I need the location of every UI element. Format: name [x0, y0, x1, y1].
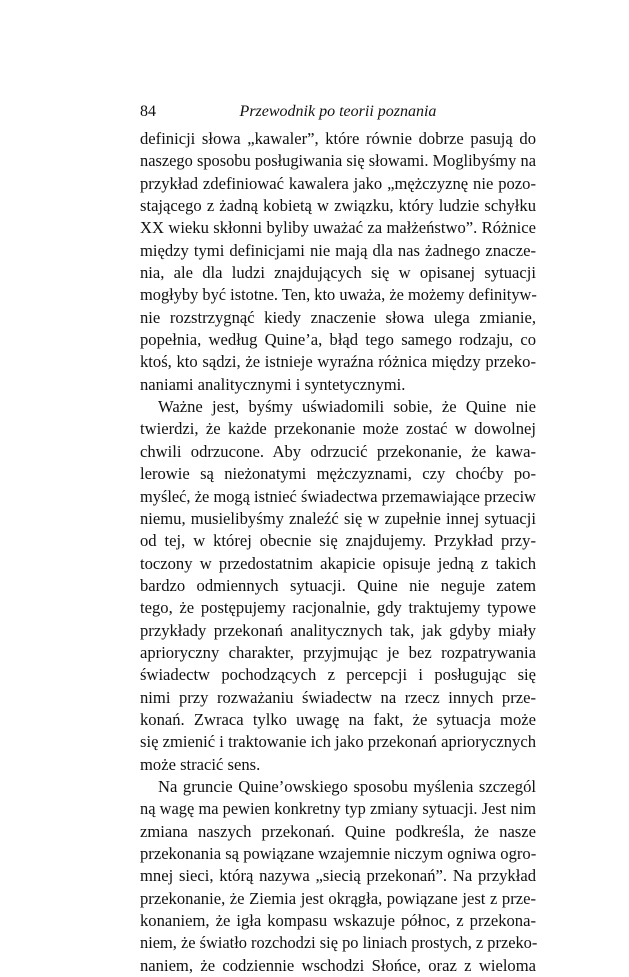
text-line: przekonania są powiązane wzajemnie niczym ogniwa ogro- [140, 844, 537, 863]
running-title: Przewodnik po teorii poznania [239, 103, 437, 120]
text-line: niem, że światło rozchodzi się po liniach prostych, z przeko- [140, 933, 538, 953]
text-line: przykład zdefiniować kawalera jako „mężczyznę nie pozo- [140, 173, 536, 193]
text-line: niemu, musielibyśmy znaleźć się w zupełnie innej sytuacji [140, 508, 536, 528]
text-line: Ważne jest, byśmy uświadomili sobie, że Quine nie [158, 397, 536, 417]
text-line: toczony w przedostatnim akapicie opisuje jedną z takich [140, 553, 536, 573]
text-line: XX wieku skłonni byliby uważać za małżeństwo”. Różnice [140, 218, 536, 238]
text-line: konaniem, że igła kompasu wskazuje północ, z przekona- [140, 911, 536, 931]
text-line: nie rozstrzygnąć kiedy znaczenie słowa ulega zmianie, [140, 307, 536, 327]
body-text [140, 128, 536, 977]
text-line: naniami analitycznymi i syntetycznymi. [140, 374, 406, 394]
text-line: lerowie są nieżonatymi mężczyznami, czy choćby po- [140, 464, 536, 484]
text-line: od tej, w której obecnie się znajdujemy. Przykład przy- [140, 531, 536, 551]
text-line: mogłyby być istotne. Ten, kto uważa, że możemy definityw- [140, 285, 537, 305]
text-line: ną wagę ma pewien konkretny typ zmiany sytuacji. Jest nim [140, 799, 536, 819]
text-line: aprioryczny charakter, przyjmując je bez rozpatrywania [140, 642, 536, 662]
text-line: chwili odrzucone. Aby odrzucić przekonanie, że kawa- [140, 441, 536, 461]
text-line: myśleć, że mogą istnieć świadectwa przemawiające przeciw [140, 486, 536, 506]
text-line: stającego z żadną kobietą w związku, który ludzie schyłku [140, 196, 536, 216]
text-line: mnej sieci, którą nazywa „siecią przekonań”. Na przykład [140, 866, 536, 886]
text-line: zmiana naszych przekonań. Quine podkreśla, że nasze [140, 821, 536, 841]
text-line: popełnia, według Quine’a, błąd tego samego rodzaju, co [140, 330, 536, 350]
text-line: przekonanie, że Ziemia jest okrągła, powiązane jest z prze- [140, 888, 536, 908]
text-line: może stracić sens. [140, 754, 261, 774]
page-number: 84 [140, 103, 156, 120]
text-line: naniem, że codziennie wschodzi Słońce, oraz z wieloma [140, 955, 536, 975]
text-line: definicji słowa „kawaler”, które równie dobrze pasują do [140, 129, 536, 148]
text-line: naszego sposobu posługiwania się słowami. Moglibyśmy na [140, 151, 536, 171]
running-head [140, 101, 536, 123]
text-line: bardzo odmiennych sytuacji. Quine nie neguje zatem [140, 575, 536, 595]
text-line: ktoś, kto sądzi, że istnieje wyraźna różnica między przeko- [140, 352, 536, 372]
text-line: nia, ale dla ludzi znajdujących się w opisanej sytuacji [140, 263, 536, 283]
text-line: twierdzi, że każde przekonanie może zostać w dowolnej [140, 419, 536, 439]
text-line: nimi przy rozważaniu świadectw na rzecz innych prze- [140, 687, 536, 707]
text-line: przykłady przekonań analitycznych tak, jak gdyby miały [140, 620, 536, 640]
text-line: się zmienić i traktowanie ich jako przekonań apriorycznych [140, 732, 536, 752]
text-line: świadectw pochodzących z percepcji i posługując się [140, 665, 536, 685]
text-line: konań. Zwraca tylko uwagę na fakt, że sytuacja może [140, 709, 536, 729]
text-line: Na gruncie Quine’owskiego sposobu myślenia szczegól [158, 776, 536, 796]
text-line: tego, że postępujemy racjonalnie, gdy traktujemy typowe [140, 598, 536, 618]
text-line: między tymi definicjami nie mają dla nas żadnego znacze- [140, 240, 536, 260]
